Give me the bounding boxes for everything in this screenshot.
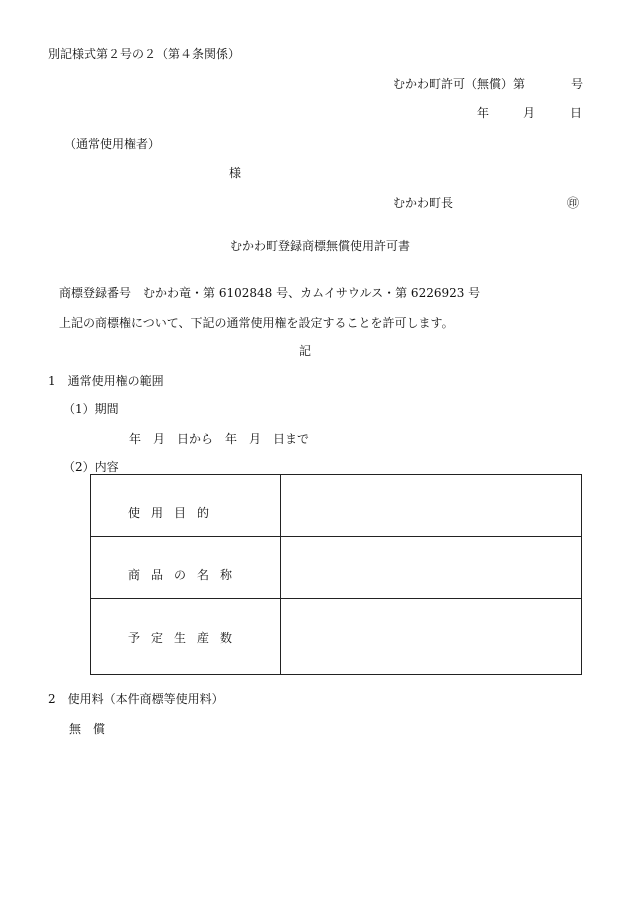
date-month: 月 [523,106,536,120]
table-row-label: 商品の名称 [91,537,281,599]
fee-value: 無 償 [69,722,106,736]
section1-heading: 1 通常使用権の範囲 [48,374,164,388]
document-title: むかわ町登録商標無償使用許可書 [230,239,411,253]
table-row-label: 使用目的 [91,475,281,537]
date-year: 年 [477,106,490,120]
form-number: 別記様式第２号の２（第４条関係） [48,47,241,61]
ki-heading: 記 [299,344,312,358]
table-row-label [91,599,281,675]
trademark-registration-line: 商標登録番号 むかわ竜・第 6102848 号、カムイサウルス・第 6226923 号 [59,286,481,300]
permit-number-prefix: むかわ町許可（無償）第 [393,77,526,91]
section2-heading: 2 使用料（本件商標等使用料） [48,692,224,706]
recipient-label: （通常使用権者） [64,137,161,151]
table-row [91,537,582,599]
date-day: 日 [570,106,583,120]
recipient-honorific: 様 [229,166,242,180]
issuer-name: むかわ町長 [393,196,454,210]
content-table [90,474,582,675]
period-label: （1）期間 [63,402,119,416]
table-row [91,599,582,675]
period-text: 年 月 日から 年 月 日まで [129,432,310,446]
table-row [91,475,582,537]
table-row-value[interactable] [281,475,582,537]
table-row-value[interactable] [281,537,582,599]
permission-sentence: 上記の商標権について、下記の通常使用権を設定することを許可します。 [59,316,454,330]
seal-mark: ㊞ [567,196,580,210]
table-row-label-text: 予定生産数 [128,631,244,645]
table-row-value[interactable] [281,599,582,675]
permit-number-suffix: 号 [571,77,584,91]
content-label: （2）内容 [63,460,119,474]
